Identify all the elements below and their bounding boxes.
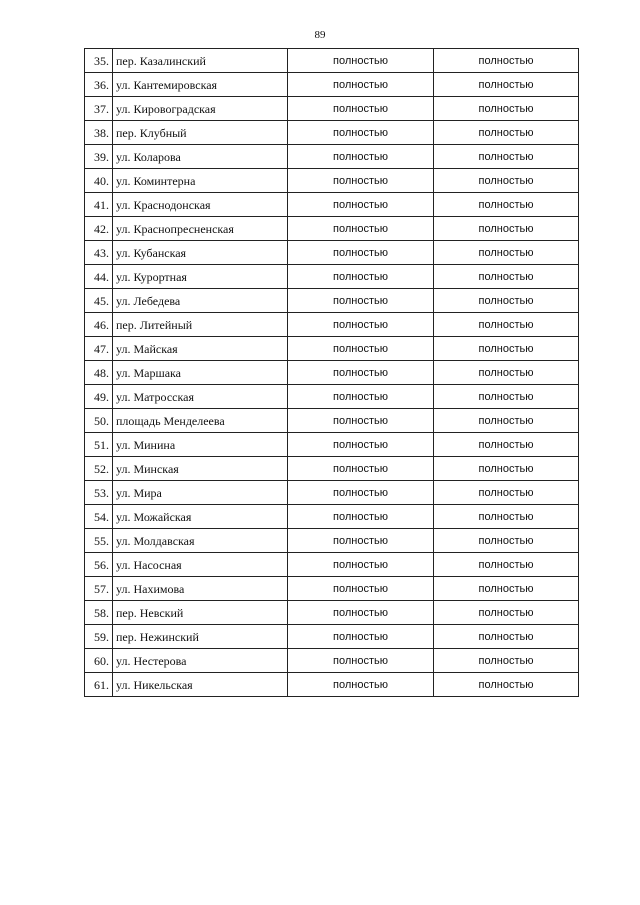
coverage-value-1: полностью xyxy=(288,241,434,265)
coverage-value-1: полностью xyxy=(288,265,434,289)
row-number: 49. xyxy=(85,385,113,409)
street-name: ул. Майская xyxy=(113,337,288,361)
street-name: ул. Лебедева xyxy=(113,289,288,313)
street-name: ул. Молдавская xyxy=(113,529,288,553)
coverage-value-2: полностью xyxy=(434,169,579,193)
coverage-value-1: полностью xyxy=(288,409,434,433)
coverage-value-2: полностью xyxy=(434,481,579,505)
row-number: 40. xyxy=(85,169,113,193)
coverage-value-2: полностью xyxy=(434,73,579,97)
street-name: ул. Краснодонская xyxy=(113,193,288,217)
coverage-value-1: полностью xyxy=(288,457,434,481)
row-number: 60. xyxy=(85,649,113,673)
street-name: ул. Мира xyxy=(113,481,288,505)
table-row xyxy=(85,577,579,601)
street-name: ул. Никельская xyxy=(113,673,288,697)
table-row xyxy=(85,289,579,313)
coverage-value-1: полностью xyxy=(288,289,434,313)
coverage-value-1: полностью xyxy=(288,553,434,577)
coverage-value-2: полностью xyxy=(434,673,579,697)
row-number: 38. xyxy=(85,121,113,145)
coverage-value-1: полностью xyxy=(288,649,434,673)
coverage-value-2: полностью xyxy=(434,241,579,265)
table-row xyxy=(85,385,579,409)
row-number: 47. xyxy=(85,337,113,361)
coverage-value-1: полностью xyxy=(288,601,434,625)
row-number: 43. xyxy=(85,241,113,265)
row-number: 52. xyxy=(85,457,113,481)
coverage-value-2: полностью xyxy=(434,193,579,217)
coverage-value-2: полностью xyxy=(434,265,579,289)
table-row xyxy=(85,601,579,625)
row-number: 54. xyxy=(85,505,113,529)
coverage-value-2: полностью xyxy=(434,337,579,361)
street-name: ул. Краснопресненская xyxy=(113,217,288,241)
table-row xyxy=(85,337,579,361)
table-row xyxy=(85,145,579,169)
table-row xyxy=(85,97,579,121)
coverage-value-2: полностью xyxy=(434,529,579,553)
street-name: ул. Кантемировская xyxy=(113,73,288,97)
table-row xyxy=(85,49,579,73)
table-row xyxy=(85,217,579,241)
street-name: ул. Матросская xyxy=(113,385,288,409)
table-row xyxy=(85,409,579,433)
coverage-value-1: полностью xyxy=(288,625,434,649)
street-name: ул. Кировоградская xyxy=(113,97,288,121)
coverage-value-2: полностью xyxy=(434,601,579,625)
coverage-value-2: полностью xyxy=(434,361,579,385)
row-number: 41. xyxy=(85,193,113,217)
row-number: 58. xyxy=(85,601,113,625)
coverage-value-1: полностью xyxy=(288,121,434,145)
row-number: 46. xyxy=(85,313,113,337)
row-number: 50. xyxy=(85,409,113,433)
street-name: ул. Маршака xyxy=(113,361,288,385)
coverage-value-1: полностью xyxy=(288,505,434,529)
row-number: 37. xyxy=(85,97,113,121)
coverage-value-1: полностью xyxy=(288,49,434,73)
row-number: 51. xyxy=(85,433,113,457)
row-number: 42. xyxy=(85,217,113,241)
table-row xyxy=(85,313,579,337)
row-number: 53. xyxy=(85,481,113,505)
coverage-value-1: полностью xyxy=(288,433,434,457)
table-row xyxy=(85,121,579,145)
coverage-value-2: полностью xyxy=(434,217,579,241)
street-name: ул. Насосная xyxy=(113,553,288,577)
table-row xyxy=(85,481,579,505)
row-number: 48. xyxy=(85,361,113,385)
coverage-value-2: полностью xyxy=(434,409,579,433)
coverage-value-1: полностью xyxy=(288,193,434,217)
street-name: ул. Коминтерна xyxy=(113,169,288,193)
row-number: 44. xyxy=(85,265,113,289)
table-row xyxy=(85,241,579,265)
street-name: ул. Коларова xyxy=(113,145,288,169)
table-row xyxy=(85,169,579,193)
row-number: 45. xyxy=(85,289,113,313)
table-row xyxy=(85,457,579,481)
coverage-value-1: полностью xyxy=(288,337,434,361)
coverage-value-2: полностью xyxy=(434,433,579,457)
street-table xyxy=(84,48,579,697)
row-number: 36. xyxy=(85,73,113,97)
street-name: ул. Кубанская xyxy=(113,241,288,265)
coverage-value-1: полностью xyxy=(288,577,434,601)
table-row xyxy=(85,73,579,97)
street-name: ул. Можайская xyxy=(113,505,288,529)
street-name: ул. Нахимова xyxy=(113,577,288,601)
street-name: площадь Менделеева xyxy=(113,409,288,433)
coverage-value-1: полностью xyxy=(288,97,434,121)
table-row xyxy=(85,265,579,289)
coverage-value-2: полностью xyxy=(434,649,579,673)
coverage-value-2: полностью xyxy=(434,97,579,121)
table-row xyxy=(85,649,579,673)
table-row xyxy=(85,361,579,385)
coverage-value-1: полностью xyxy=(288,385,434,409)
coverage-value-2: полностью xyxy=(434,457,579,481)
page-number: 89 xyxy=(314,29,326,41)
coverage-value-2: полностью xyxy=(434,505,579,529)
coverage-value-2: полностью xyxy=(434,385,579,409)
coverage-value-1: полностью xyxy=(288,529,434,553)
coverage-value-1: полностью xyxy=(288,169,434,193)
coverage-value-2: полностью xyxy=(434,577,579,601)
street-name: пер. Литейный xyxy=(113,313,288,337)
row-number: 35. xyxy=(85,49,113,73)
street-name: ул. Минина xyxy=(113,433,288,457)
coverage-value-2: полностью xyxy=(434,121,579,145)
coverage-value-2: полностью xyxy=(434,49,579,73)
coverage-value-2: полностью xyxy=(434,625,579,649)
row-number: 57. xyxy=(85,577,113,601)
street-table-body xyxy=(85,49,579,697)
street-name: ул. Курортная xyxy=(113,265,288,289)
table-row xyxy=(85,673,579,697)
street-name: пер. Нежинский xyxy=(113,625,288,649)
coverage-value-1: полностью xyxy=(288,313,434,337)
street-name: пер. Казалинский xyxy=(113,49,288,73)
table-row xyxy=(85,529,579,553)
street-name: пер. Невский xyxy=(113,601,288,625)
row-number: 59. xyxy=(85,625,113,649)
coverage-value-2: полностью xyxy=(434,289,579,313)
street-name: пер. Клубный xyxy=(113,121,288,145)
coverage-value-2: полностью xyxy=(434,145,579,169)
row-number: 56. xyxy=(85,553,113,577)
coverage-value-1: полностью xyxy=(288,73,434,97)
table-row xyxy=(85,433,579,457)
coverage-value-1: полностью xyxy=(288,217,434,241)
street-name: ул. Нестерова xyxy=(113,649,288,673)
row-number: 39. xyxy=(85,145,113,169)
coverage-value-1: полностью xyxy=(288,481,434,505)
row-number: 61. xyxy=(85,673,113,697)
table-row xyxy=(85,625,579,649)
coverage-value-1: полностью xyxy=(288,145,434,169)
coverage-value-2: полностью xyxy=(434,553,579,577)
table-row xyxy=(85,193,579,217)
row-number: 55. xyxy=(85,529,113,553)
coverage-value-1: полностью xyxy=(288,673,434,697)
coverage-value-2: полностью xyxy=(434,313,579,337)
street-name: ул. Минская xyxy=(113,457,288,481)
table-row xyxy=(85,553,579,577)
coverage-value-1: полностью xyxy=(288,361,434,385)
table-row xyxy=(85,505,579,529)
